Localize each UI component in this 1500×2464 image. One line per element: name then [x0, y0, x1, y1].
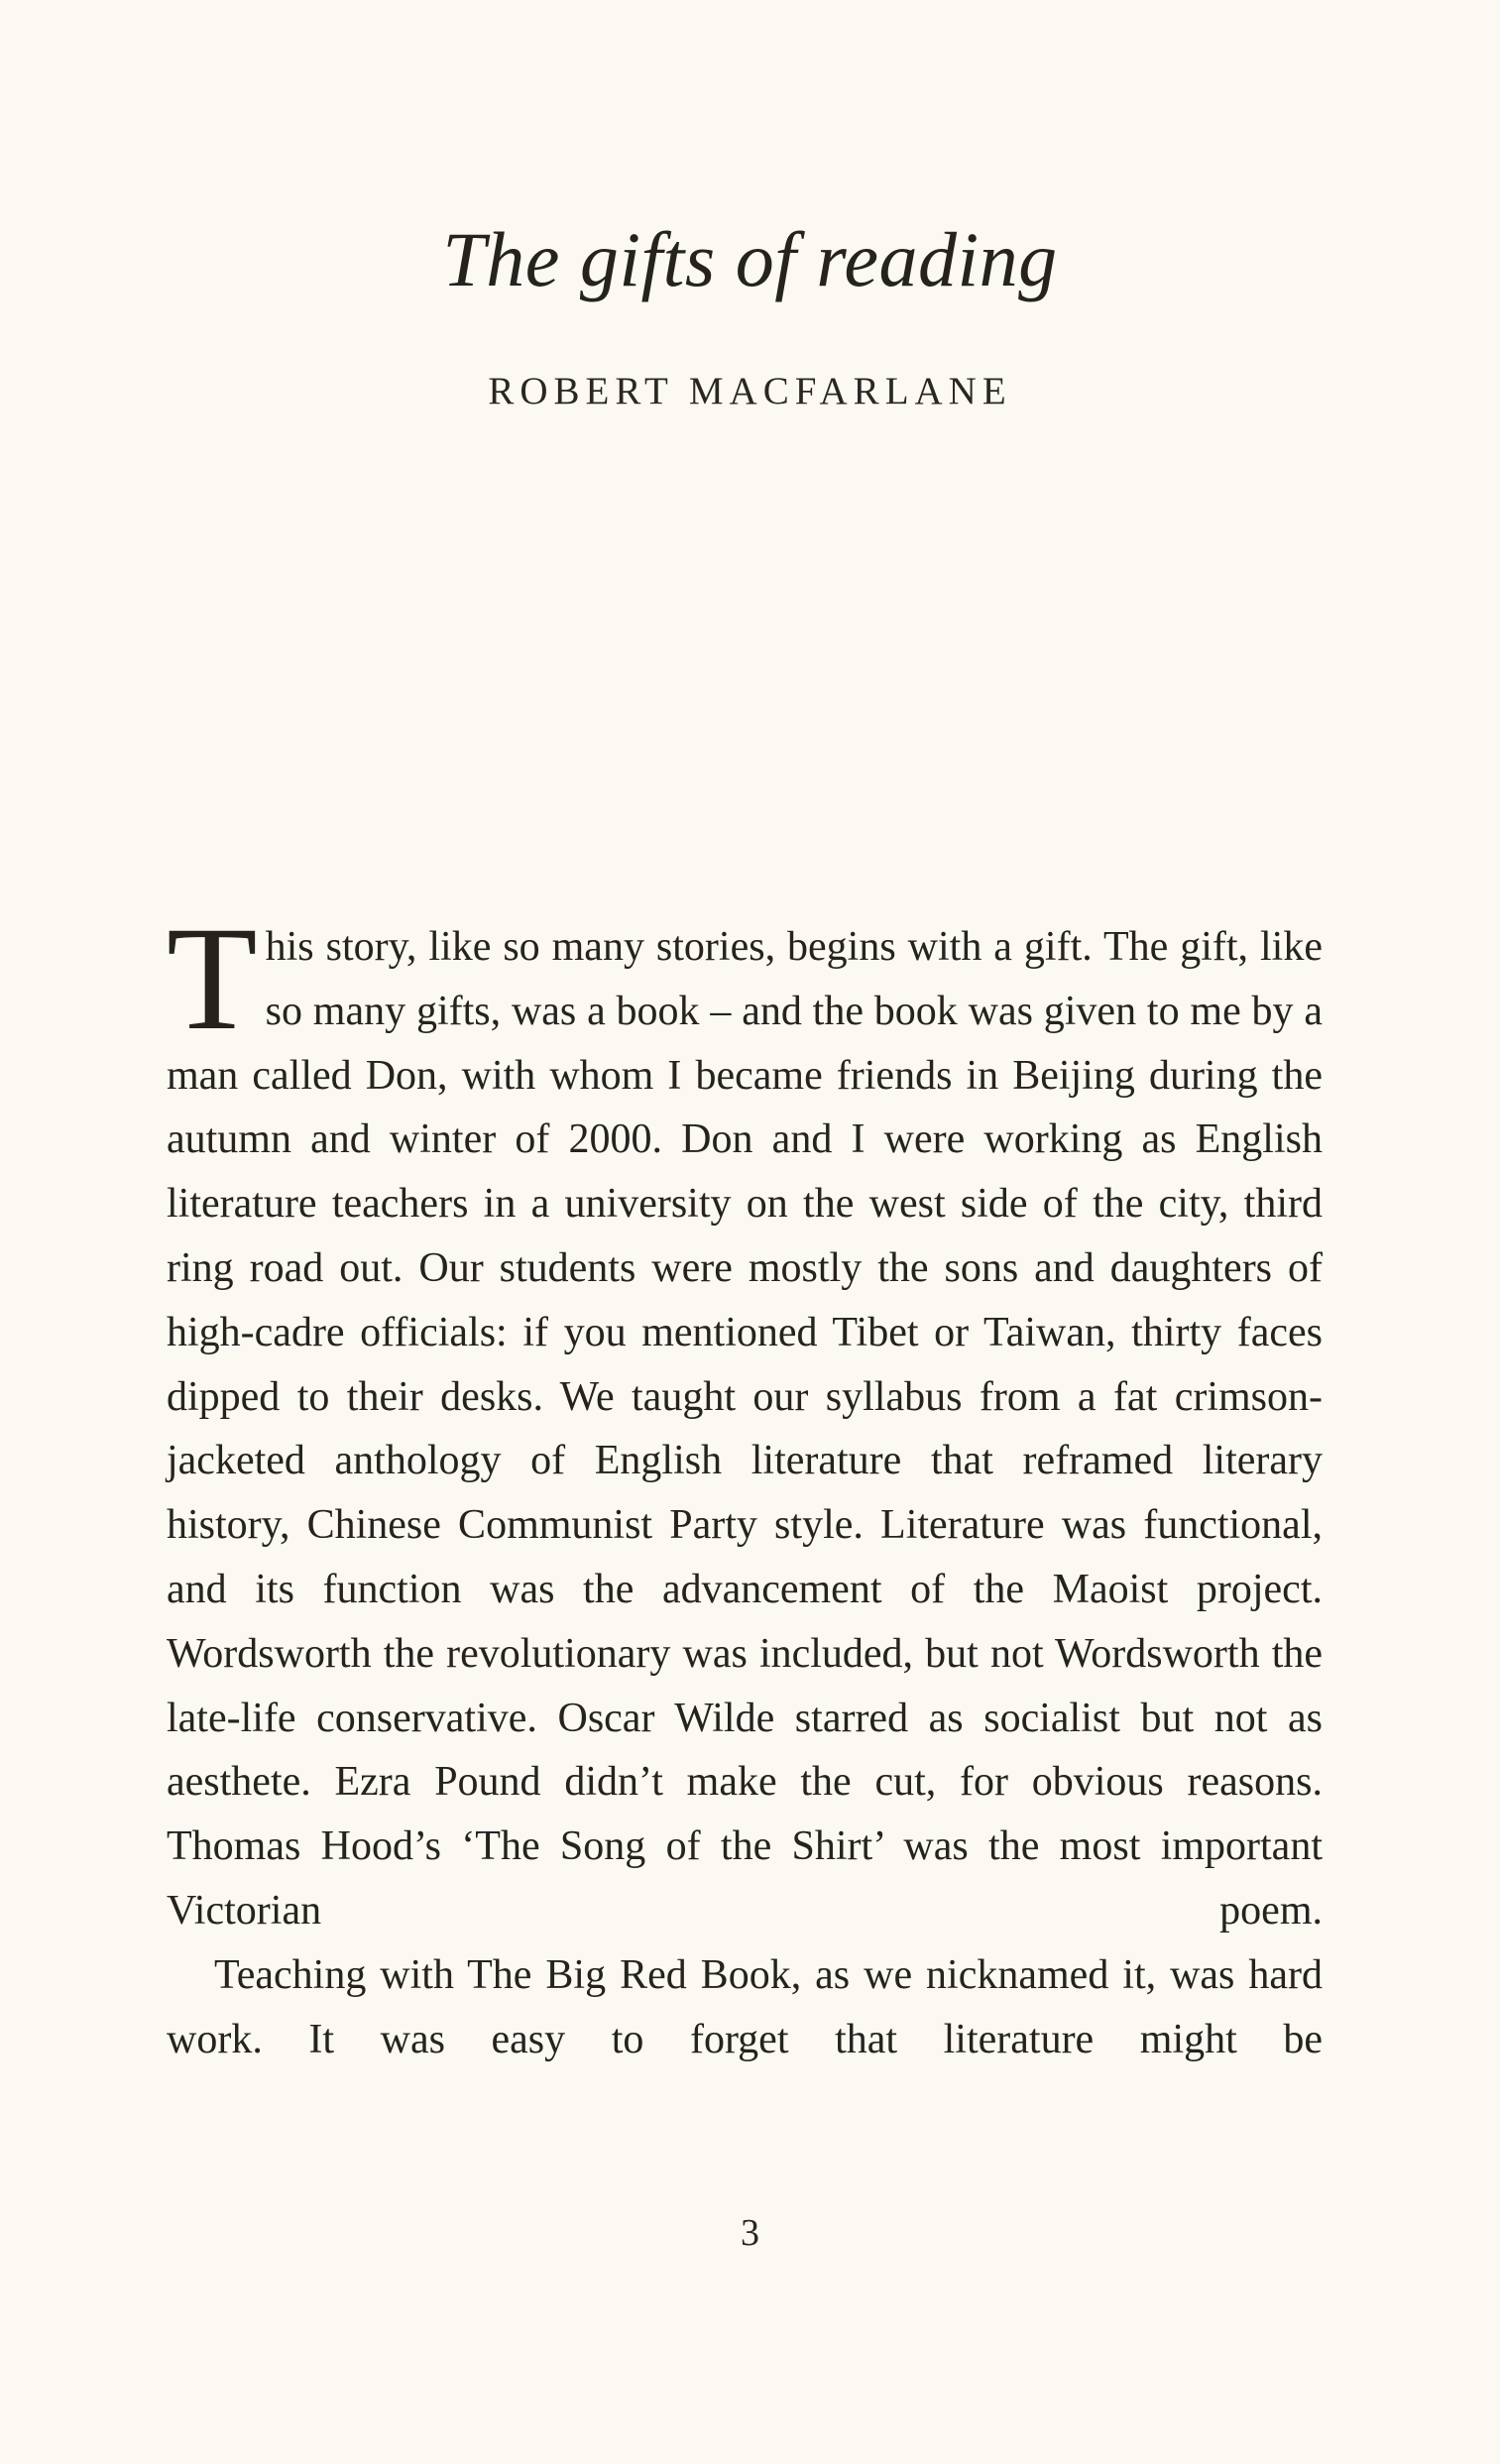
- author-name: ROBERT MACFARLANE: [488, 370, 1012, 412]
- chapter-title: The gifts of reading: [442, 216, 1058, 302]
- drop-cap: T: [167, 896, 258, 1061]
- body-text: [167, 896, 1323, 2071]
- paragraph-2: [167, 1943, 1323, 2072]
- paragraph-1: [167, 896, 1323, 1943]
- page-number: 3: [741, 2212, 759, 2254]
- paragraph-2-text: Teaching with The Big Red Book, as we nicknamed it, was hard work. It was easy to forget that literature might be: [167, 1951, 1323, 2062]
- paragraph-1-text: his story, like so many stories, begins with a gift. The gift, like so many gifts, was a book – and the book was given to me by a man called Don, with whom I became friends in Beijing during the autumn and winter of 2000. Don and I were working as English literature teachers in a university on the west side of the city, third ring road out. Our students were mostly the sons and daughters of high-cadre officials: if you mentioned Tibet or Taiwan, thirty faces dipped to their desks. We taught our syllabus from a fat crimson-jacketed anthology of English literature that reframed literary history, Chinese Communist Party style. Literature was functional, and its function was the advancement of the Maoist project. Wordsworth the revolutionary was included, but not Wordsworth the late-life conservative. Oscar Wilde starred as socialist but not as aesthete. Ezra Pound didn’t make the cut, for obvious reasons. Thomas Hood’s ‘The Song of the Shirt’ was the most important Victorian poem.: [167, 924, 1323, 1934]
